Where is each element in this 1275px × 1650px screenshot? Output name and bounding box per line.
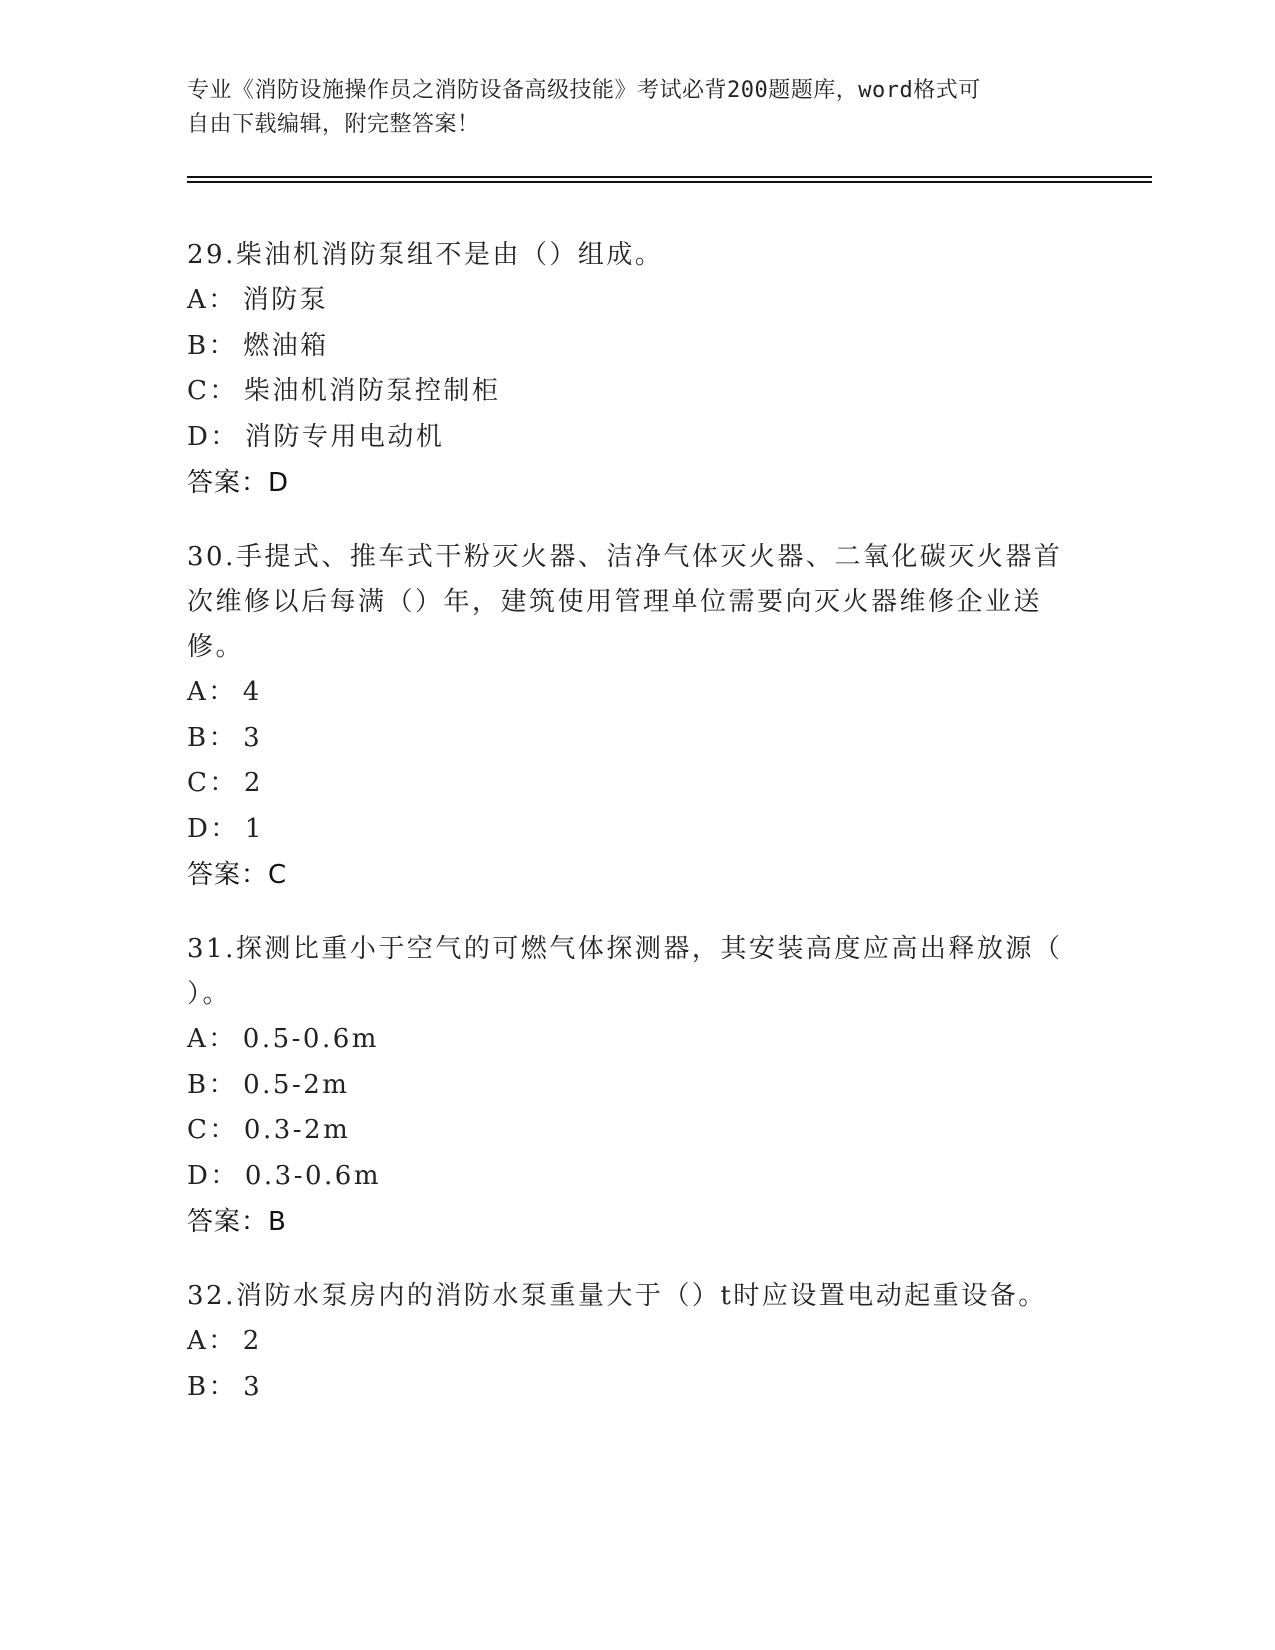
question-list bbox=[187, 233, 1087, 1439]
option-letter: B： bbox=[187, 1371, 238, 1402]
option-text: 2 bbox=[242, 1326, 262, 1356]
option-letter: B： bbox=[187, 1069, 238, 1100]
option-text: 3 bbox=[243, 722, 263, 753]
option-letter: C： bbox=[187, 768, 238, 798]
option-text: 1 bbox=[244, 813, 264, 844]
answer-option bbox=[187, 324, 1087, 370]
answer-option bbox=[187, 1108, 1087, 1154]
option-letter: A： bbox=[187, 1024, 237, 1054]
question-stem-line: 次维修以后每满（）年，建筑使用管理单位需要向灭火器维修企业送 bbox=[187, 587, 1043, 617]
option-text: 0.3-2m bbox=[243, 1115, 351, 1145]
question-block bbox=[187, 233, 1087, 506]
answer-key: 答案：B bbox=[187, 1207, 287, 1237]
answer-option bbox=[187, 415, 1087, 461]
answer-option bbox=[187, 1319, 1087, 1365]
question-block bbox=[187, 535, 1087, 898]
option-text: 2 bbox=[243, 768, 263, 798]
option-letter: D： bbox=[187, 1160, 239, 1191]
question-stem-line: 29.柴油机消防泵组不是由（）组成。 bbox=[187, 240, 664, 270]
option-letter: B： bbox=[187, 330, 238, 361]
header-divider-top bbox=[187, 176, 1152, 178]
answer-option bbox=[187, 278, 1087, 324]
question-block bbox=[187, 1274, 1087, 1410]
option-letter: A： bbox=[187, 677, 237, 707]
answer-option bbox=[187, 1365, 1087, 1411]
option-text: 燃油箱 bbox=[243, 330, 329, 361]
option-letter: C： bbox=[187, 376, 238, 406]
option-letter: D： bbox=[187, 421, 239, 452]
option-text: 消防专用电动机 bbox=[244, 421, 445, 452]
option-text: 4 bbox=[242, 677, 262, 707]
option-letter: D： bbox=[187, 813, 239, 844]
header-line-1: 专业《消防设施操作员之消防设备高级技能》考试必背200题题库，word格式可 bbox=[187, 78, 981, 103]
option-letter: B： bbox=[187, 722, 238, 753]
answer-option bbox=[187, 1063, 1087, 1109]
answer-key: 答案：D bbox=[187, 468, 290, 498]
option-text: 柴油机消防泵控制柜 bbox=[243, 376, 501, 406]
answer-option bbox=[187, 1017, 1087, 1063]
answer-option bbox=[187, 1154, 1087, 1200]
option-text: 0.5-2m bbox=[243, 1069, 350, 1100]
answer-key: 答案：C bbox=[187, 860, 288, 890]
question-block bbox=[187, 927, 1087, 1245]
answer-option bbox=[187, 716, 1087, 762]
question-stem-line: ）。 bbox=[187, 979, 232, 1009]
question-stem-line: 31.探测比重小于空气的可燃气体探测器，其安装高度应高出释放源（ bbox=[187, 934, 1063, 964]
option-text: 3 bbox=[243, 1371, 263, 1402]
option-letter: A： bbox=[187, 1326, 237, 1356]
document-header bbox=[187, 74, 1087, 142]
answer-option bbox=[187, 369, 1087, 415]
option-letter: A： bbox=[187, 285, 237, 315]
question-stem-line: 32.消防水泵房内的消防水泵重量大于（）t时应设置电动起重设备。 bbox=[187, 1281, 1047, 1311]
header-line-2: 自由下载编辑，附完整答案！ bbox=[187, 112, 480, 137]
answer-option bbox=[187, 807, 1087, 853]
option-text: 0.3-0.6m bbox=[244, 1160, 381, 1191]
answer-option bbox=[187, 761, 1087, 807]
option-text: 0.5-0.6m bbox=[242, 1024, 379, 1054]
header-divider-bottom bbox=[187, 181, 1152, 183]
question-stem-line: 修。 bbox=[187, 632, 245, 662]
option-text: 消防泵 bbox=[242, 285, 329, 315]
option-letter: C： bbox=[187, 1115, 238, 1145]
answer-option bbox=[187, 670, 1087, 716]
question-stem-line: 30.手提式、推车式干粉灭火器、洁净气体灭火器、二氧化碳灭火器首 bbox=[187, 542, 1063, 572]
